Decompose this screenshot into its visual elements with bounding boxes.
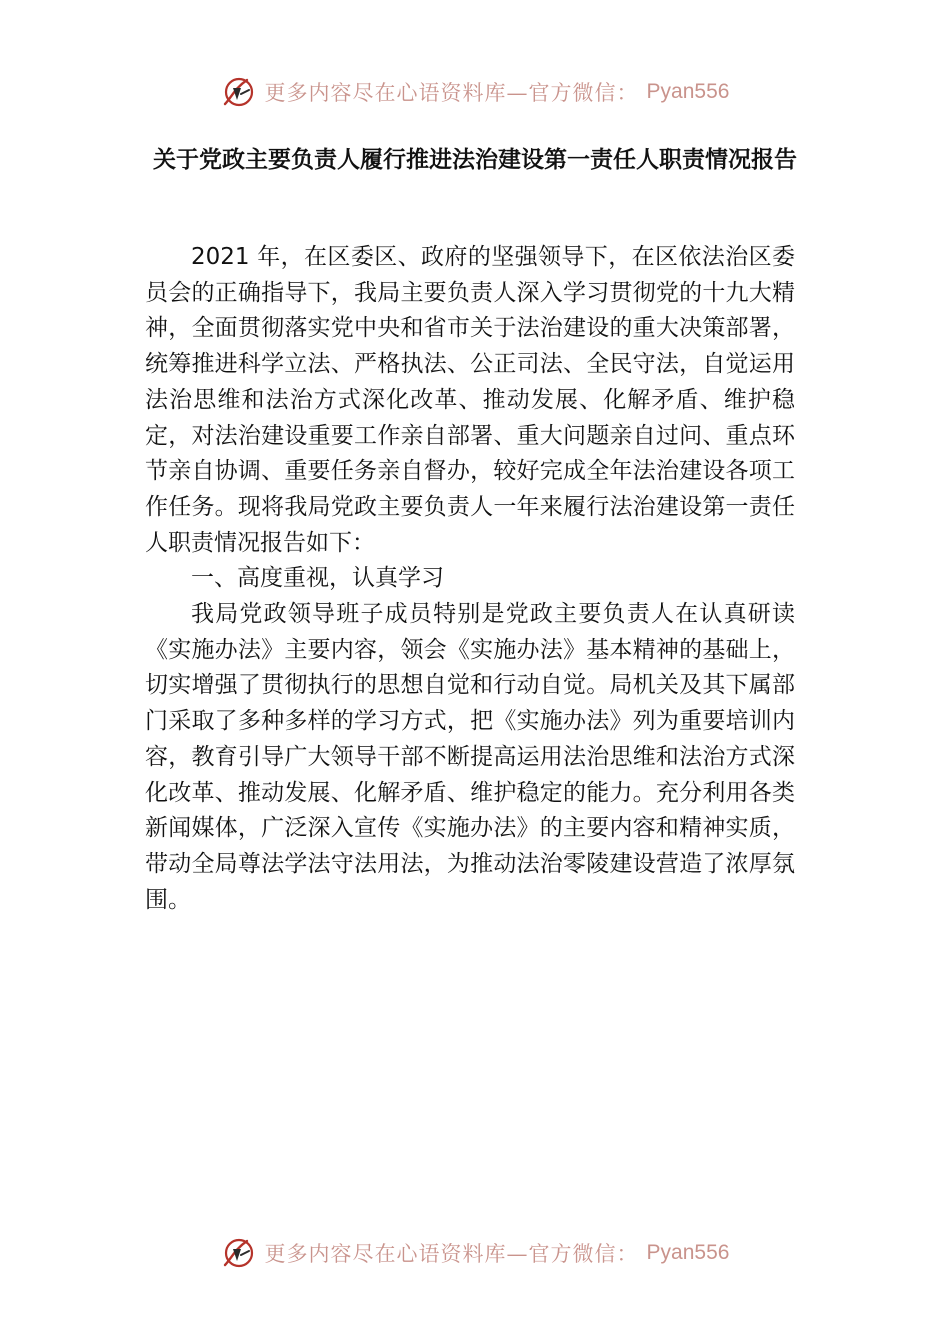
document-body [145, 240, 795, 918]
watermark-text: 更多内容尽在心语资料库—官方微信： [264, 1242, 639, 1266]
header-watermark [0, 72, 950, 112]
brand-logo-icon [221, 1235, 257, 1271]
watermark-account: Pyan556 [646, 1241, 730, 1264]
section-paragraph: 我局党政领导班子成员特别是党政主要负责人在认真研读《实施办法》主要内容，领会《实施办法》基本精神的基础上，切实增强了贯彻执行的思想自觉和行动自觉。局机关及其下属部门采取了多种多样的学习方式，把《实施办法》列为重要培训内容，教育引导广大领导干部不断提高运用法治思维和法治方式深化改革、推动发展、化解矛盾、维护稳定的能力。充分利用各类新闻媒体，广泛深入宣传《实施办法》的主要内容和精神实质，带动全局尊法学法守法用法，为推动法治零陵建设营造了浓厚氛围。 [145, 601, 795, 913]
section-heading: 一、高度重视，认真学习 [191, 565, 444, 592]
footer-watermark [0, 1233, 950, 1273]
brand-logo-icon [221, 74, 257, 110]
watermark-text: 更多内容尽在心语资料库—官方微信： [264, 81, 639, 105]
document-title: 关于党政主要负责人履行推进法治建设第一责任人职责情况报告 [153, 147, 797, 173]
watermark-account: Pyan556 [646, 80, 730, 103]
intro-paragraph: 2021 年，在区委区、政府的坚强领导下，在区依法治区委员会的正确指导下，我局主要负责人深入学习贯彻党的十九大精神，全面贯彻落实党中央和省市关于法治建设的重大决策部署，统筹推进科学立法、严格执法、公正司法、全民守法，自觉运用法治思维和法治方式深化改革、推动发展、化解矛盾、维护稳定，对法治建设重要工作亲自部署、重大问题亲自过问、重点环节亲自协调、重要任务亲自督办，较好完成全年法治建设各项工作任务。现将我局党政主要负责人一年来履行法治建设第一责任人职责情况报告如下： [145, 244, 795, 556]
